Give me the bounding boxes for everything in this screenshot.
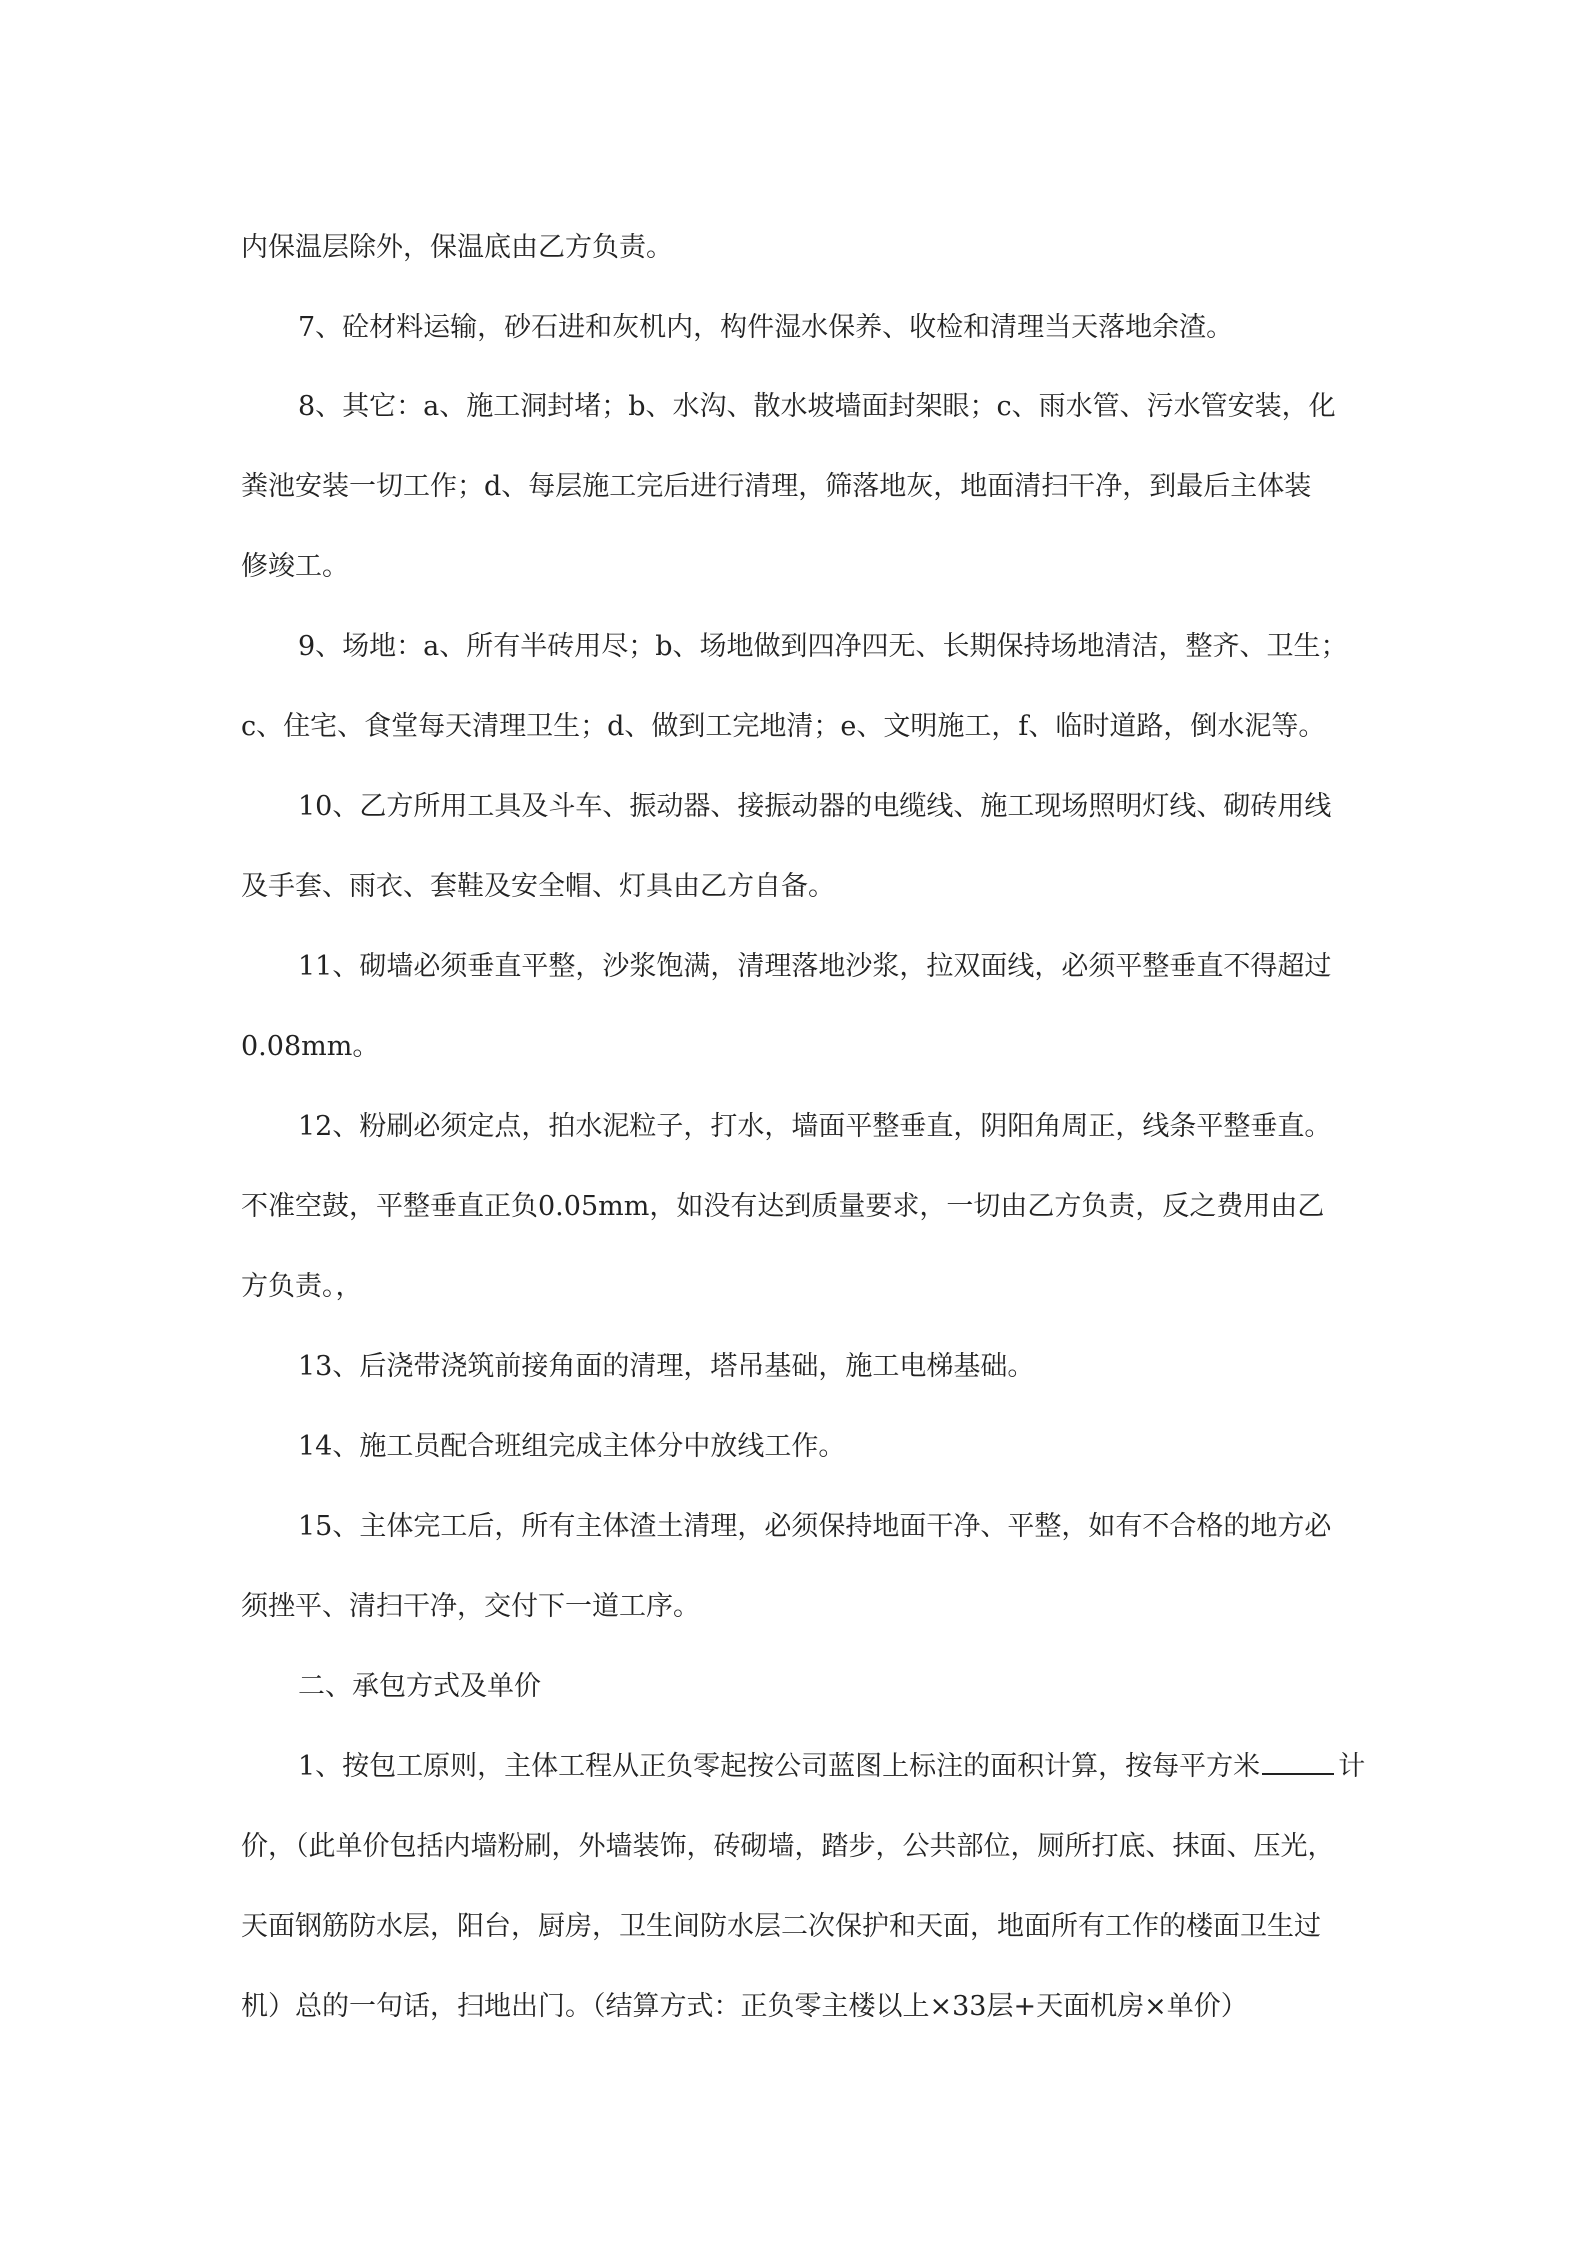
paragraph-line-1: 内保温层除外，保温底由乙方负责。 <box>241 232 673 263</box>
item-14-line-1: 14、施工员配合班组完成主体分中放线工作。 <box>298 1431 846 1462</box>
clause-1-line-3: 天面钢筋防水层，阳台，厨房，卫生间防水层二次保护和天面，地面所有工作的楼面卫生过 <box>241 1911 1321 1942</box>
item-15-line-1: 15、主体完工后，所有主体渣土清理，必须保持地面干净、平整，如有不合格的地方必 <box>298 1511 1332 1542</box>
clause-1-line-2: 价，（此单价包括内墙粉刷，外墙装饰，砖砌墙，踏步，公共部位，厕所打底、抹面、压光， <box>241 1831 1335 1862</box>
item-11-line-1: 11、砌墙必须垂直平整，沙浆饱满，清理落地沙浆，拉双面线，必须平整垂直不得超过 <box>298 951 1332 982</box>
blank-underline <box>1262 1749 1334 1775</box>
item-8-line-2: 粪池安装一切工作；d、每层施工完后进行清理，筛落地灰，地面清扫干净，到最后主体装 <box>241 471 1312 502</box>
clause-1-text: 1、按包工原则，主体工程从正负零起按公司蓝图上标注的面积计算，按每平方米 <box>298 1751 1261 1782</box>
item-7-line-1: 7、砼材料运输，砂石进和灰机内，构件湿水保养、收检和清理当天落地余渣。 <box>298 312 1234 343</box>
item-8-line-3: 修竣工。 <box>241 551 349 582</box>
item-15-line-2: 须挫平、清扫干净，交付下一道工序。 <box>241 1591 700 1622</box>
clause-1-line-1 <box>298 1747 1366 1787</box>
item-8-line-1: 8、其它：a、施工洞封堵；b、水沟、散水坡墙面封架眼；c、雨水管、污水管安装，化 <box>298 391 1336 422</box>
item-9-line-2: c、住宅、食堂每天清理卫生；d、做到工完地清；e、文明施工，f、临时道路，倒水泥等。 <box>241 711 1326 742</box>
clause-1-line-4: 机）总的一句话，扫地出门。（结算方式：正负零主楼以上×33层+天面机房×单价） <box>241 1991 1248 2022</box>
item-12-line-1: 12、粉刷必须定点，拍水泥粒子，打水，墙面平整垂直，阴阳角周正，线条平整垂直。 <box>298 1111 1332 1142</box>
item-10-line-2: 及手套、雨衣、套鞋及安全帽、灯具由乙方自备。 <box>241 871 835 902</box>
item-9-line-1: 9、场地：a、所有半砖用尽；b、场地做到四净四无、长期保持场地清洁，整齐、卫生； <box>298 631 1348 662</box>
item-13-line-1: 13、后浇带浇筑前接角面的清理，塔吊基础，施工电梯基础。 <box>298 1351 1035 1382</box>
item-12-line-3: 方负责。， <box>241 1271 363 1302</box>
item-11-line-2: 0.08mm。 <box>241 1031 380 1062</box>
item-12-line-2: 不准空鼓，平整垂直正负0.05mm，如没有达到质量要求，一切由乙方负责，反之费用由乙 <box>241 1191 1325 1222</box>
section-heading: 二、承包方式及单价 <box>298 1671 541 1702</box>
clause-1-suffix: 计 <box>1338 1751 1366 1782</box>
item-10-line-1: 10、乙方所用工具及斗车、振动器、接振动器的电缆线、施工现场照明灯线、砌砖用线 <box>298 791 1332 822</box>
